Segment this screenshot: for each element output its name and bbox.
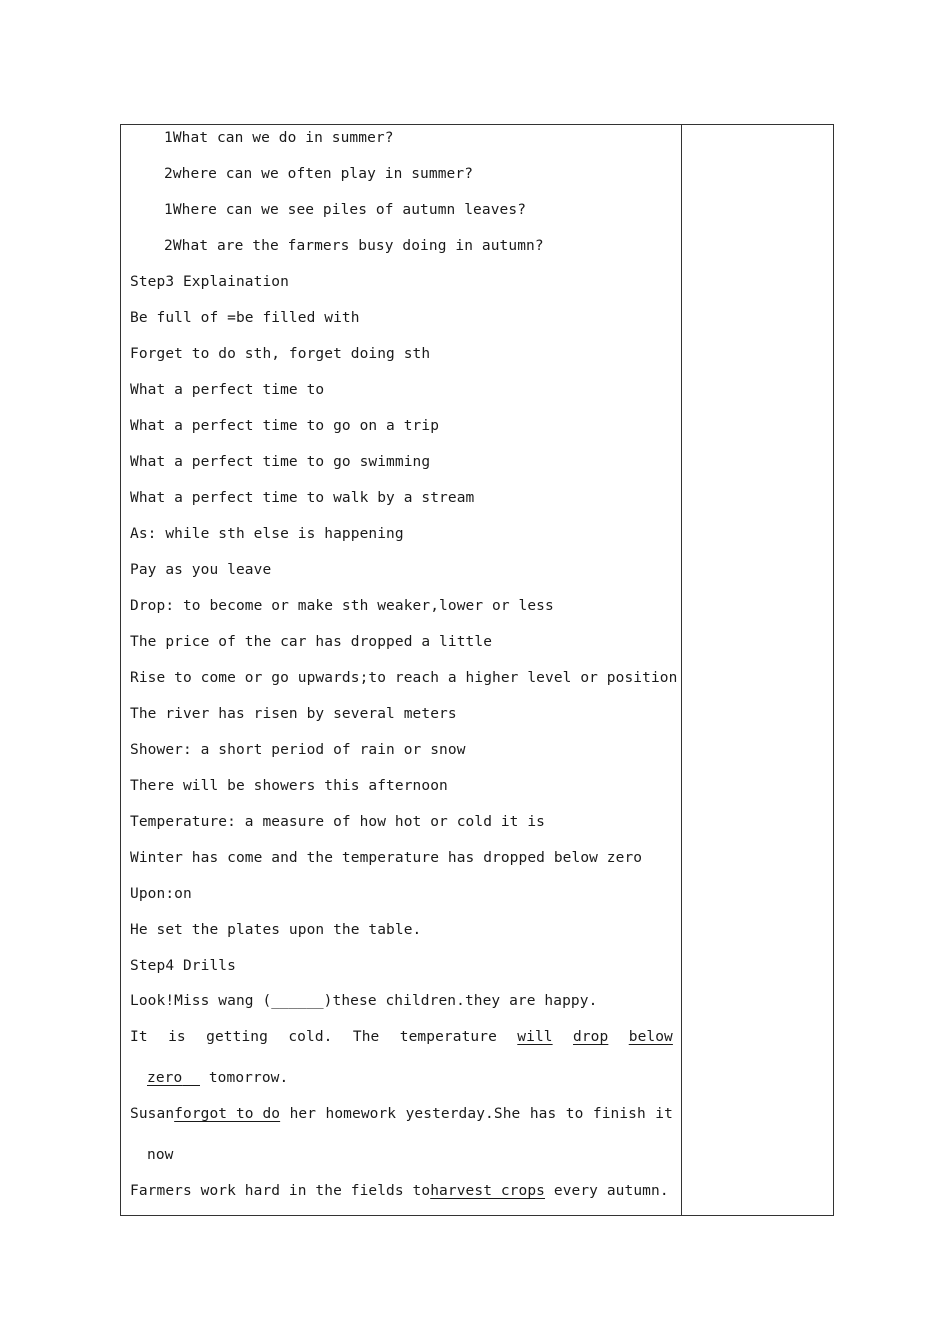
drill-2-word: It bbox=[130, 1029, 148, 1045]
drill-2-word: is bbox=[168, 1029, 186, 1045]
question-summer-1: 1What can we do in summer? bbox=[164, 130, 394, 146]
drill-3-word: yesterday.She bbox=[405, 1106, 521, 1122]
drill-3-word: has bbox=[529, 1106, 557, 1122]
drill-2-answer: below bbox=[628, 1029, 673, 1045]
text-line: What a perfect time to walk by a stream bbox=[130, 490, 475, 506]
drill-2-text-after: tomorrow. bbox=[208, 1070, 289, 1086]
text-line: Pay as you leave bbox=[130, 562, 272, 578]
drill-2-word: The bbox=[352, 1029, 380, 1045]
question-autumn-2: 2What are the farmers busy doing in autumn? bbox=[164, 238, 544, 254]
text-line: Winter has come and the temperature has dropped below zero bbox=[130, 850, 643, 866]
drill-1-text-before: Look!Miss wang ( bbox=[130, 993, 272, 1009]
column-divider bbox=[681, 125, 682, 1215]
question-autumn-1: 1Where can we see piles of autumn leaves? bbox=[164, 202, 527, 218]
text-line: Be full of =be filled with bbox=[130, 310, 360, 326]
drill-3-word: it bbox=[655, 1106, 673, 1122]
drill-2-word: getting bbox=[206, 1029, 268, 1045]
text-line: The river has risen by several meters bbox=[130, 706, 457, 722]
drill-1-blank: ______ bbox=[271, 993, 324, 1009]
text-line: Temperature: a measure of how hot or cold it is bbox=[130, 814, 545, 830]
text-line: There will be showers this afternoon bbox=[130, 778, 448, 794]
drill-2-line-2 bbox=[147, 1068, 288, 1088]
drill-2-word: temperature bbox=[399, 1029, 497, 1045]
drill-3-word: to bbox=[565, 1106, 584, 1122]
drill-3-answer: forgot to do bbox=[174, 1106, 281, 1122]
question-summer-2: 2where can we often play in summer? bbox=[164, 166, 474, 182]
drill-4 bbox=[130, 1181, 669, 1201]
drill-3-word: finish bbox=[592, 1106, 646, 1122]
drill-2-answer: will bbox=[517, 1029, 553, 1045]
drill-3-text bbox=[130, 1104, 280, 1124]
drill-4-answer: harvest crops bbox=[430, 1183, 546, 1199]
lesson-table bbox=[120, 124, 834, 1216]
text-line: What a perfect time to go on a trip bbox=[130, 418, 440, 434]
drill-3-subject: Susan bbox=[130, 1106, 175, 1122]
text-line: Rise to come or go upwards;to reach a higher level or position bbox=[130, 670, 678, 686]
drill-4-text-after: every autumn. bbox=[553, 1183, 669, 1199]
text-line: Forget to do sth, forget doing sth bbox=[130, 346, 431, 362]
text-line: As: while sth else is happening bbox=[130, 526, 404, 542]
drill-4-text-before: Farmers work hard in the fields to bbox=[130, 1183, 431, 1199]
text-line: What a perfect time to go swimming bbox=[130, 454, 431, 470]
text-line: What a perfect time to bbox=[130, 382, 325, 398]
drill-3-line-1 bbox=[130, 1104, 673, 1124]
step4-heading: Step4 Drills bbox=[130, 958, 236, 974]
text-line: He set the plates upon the table. bbox=[130, 922, 422, 938]
text-line: Upon:on bbox=[130, 886, 192, 902]
text-line: Drop: to become or make sth weaker,lower or less bbox=[130, 598, 554, 614]
drill-1 bbox=[130, 991, 597, 1011]
drill-2-answer: drop bbox=[573, 1029, 609, 1045]
drill-3-word: her bbox=[289, 1106, 317, 1122]
drill-2-answer-continued: zero bbox=[147, 1070, 183, 1086]
drill-2-word: cold. bbox=[288, 1029, 333, 1045]
drill-3-line-2: now bbox=[147, 1147, 174, 1163]
drill-2-line-1 bbox=[130, 1027, 673, 1047]
text-line: Shower: a short period of rain or snow bbox=[130, 742, 466, 758]
step3-heading: Step3 Explaination bbox=[130, 274, 289, 290]
drill-3-word: homework bbox=[325, 1106, 397, 1122]
text-line: The price of the car has dropped a little bbox=[130, 634, 493, 650]
drill-1-text-after: )these children.they are happy. bbox=[323, 993, 598, 1009]
